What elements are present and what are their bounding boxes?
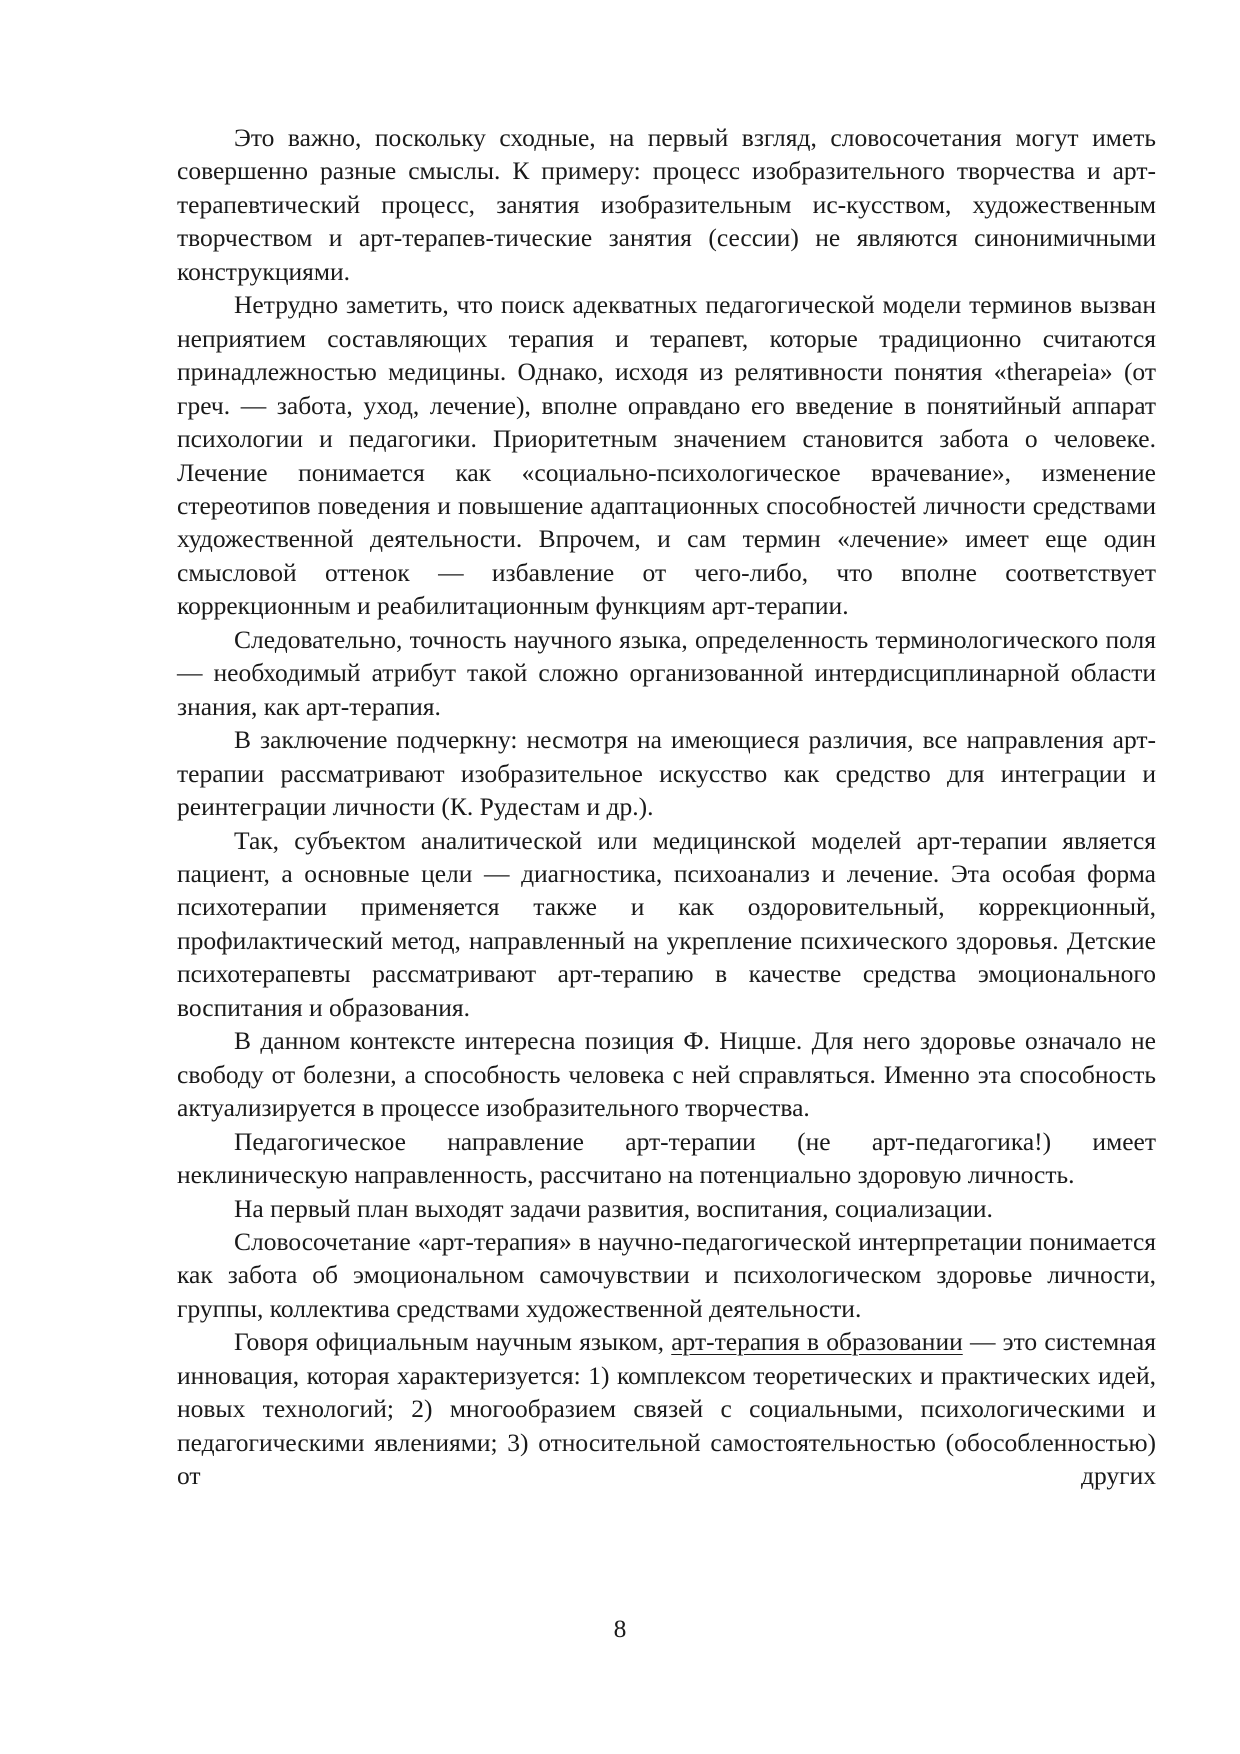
paragraph-2: Нетрудно заметить, что поиск адекватных педагогической модели терминов вызван неприятием составляющих терапия и терапевт, которые традиционно считаются принадлежностью медицины. Однако, исходя из релятивности понятия «therapeia» (от греч. — забота, уход, лечение), вполне оправдано его введение в понятийный аппарат психологии и педагогики. Приоритетным значением становится забота о человеке. Лечение понимается как «социально-психологическое врачевание», изменение стереотипов поведения и повышение адаптационных способностей личности средствами художественной деятельности. Впрочем, и сам термин «лечение» имеет еще один смысловой оттенок — избавление от чего-либо, что вполне соответствует коррекционным и реабилитационным функциям арт-терапии.: [177, 290, 1156, 621]
paragraph-3: Следовательно, точность научного языка, определенность терминологического поля — необходимый атрибут такой сложно организованной интердисциплинарной области знания, как арт-терапия.: [177, 624, 1156, 721]
underlined-term: арт-терапия в образовании: [671, 1327, 963, 1357]
paragraph-10-rest: — это системная инновация, которая характеризуется: 1) комплексом теоретических и практических идей, новых технологий; 2) многообразием связей с социальными, психологическими и педагогическими явлениями; 3) относительной самостоятельностью (обособленностью) от других: [177, 1327, 1156, 1491]
page-number: 8: [613, 1614, 627, 1643]
paragraph-6: В данном контексте интересна позиция Ф. Ницше. Для него здоровье означало не свободу от болезни, а способность человека с ней справляться. Именно эта способность актуализируется в процессе изобразительного творчества.: [177, 1026, 1156, 1123]
paragraph-4: В заключение подчеркну: несмотря на имеющиеся различия, все направления арт-терапии рассматривают изобразительное искусство как средство для интеграции и реинтеграции личности (К. Рудестам и др.).: [177, 725, 1156, 822]
paragraph-5: Так, субъектом аналитической или медицинской моделей арт-терапии является пациент, а основные цели — диагностика, психоанализ и лечение. Эта особая форма психотерапии применяется также и как оздоровительный, коррекционный, профилактический метод, направленный на укрепление психического здоровья. Детские психотерапевты рассматривают арт-терапию в качестве средства эмоционального воспитания и образования.: [177, 825, 1156, 1022]
paragraph-10-start: Говоря официальным научным языком,: [234, 1327, 672, 1357]
body-text: [177, 121, 1156, 1493]
paragraph-8: На первый план выходят задачи развития, воспитания, социализации.: [234, 1193, 993, 1223]
paragraph-7: Педагогическое направление арт-терапии (не арт-педагогика!) имеет неклиническую направленность, рассчитано на потенциально здоровую личность.: [177, 1126, 1156, 1190]
paragraph-10: [177, 1325, 1156, 1492]
paragraph-1: Это важно, поскольку сходные, на первый взгляд, словосочетания могут иметь совершенно разные смыслы. К примеру: процесс изобразительного творчества и арт-терапевтический процесс, занятия изобразительным ис-кусством, художественным творчеством и арт-терапев-тические занятия (сессии) не являются синонимичными конструкциями.: [177, 123, 1156, 286]
paragraph-9: Словосочетание «арт-терапия» в научно-педагогической интерпретации понимается как забота об эмоциональном самочувствии и психологическом здоровье личности, группы, коллектива средствами художественной деятельности.: [177, 1226, 1156, 1323]
